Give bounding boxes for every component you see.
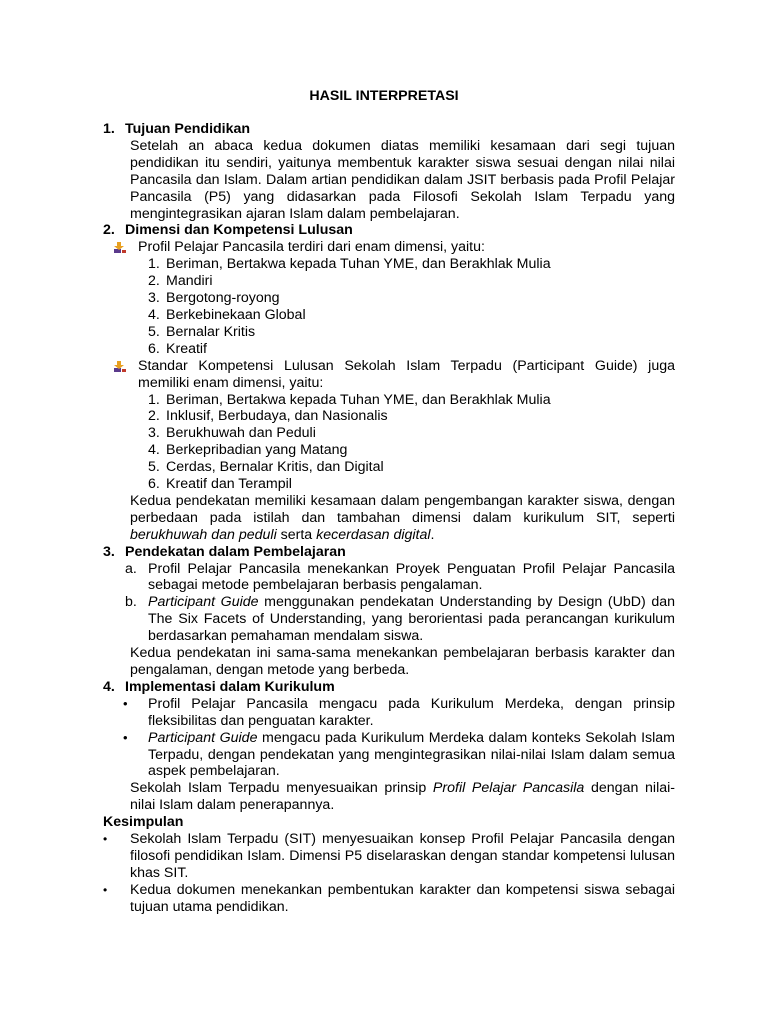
list-item [148,290,675,307]
ppp-dimension-list [148,256,675,357]
list-text: Kreatif dan Terampil [166,476,292,493]
section-number: 4. [103,678,115,695]
section-heading-2 [103,222,675,239]
list-number: 2. [148,408,160,425]
list-text: Inklusif, Berbudaya, dan Nasionalis [166,408,388,425]
list-text: Bergotong-royong [166,290,280,307]
section-4-closing [130,780,675,814]
list-text: Cerdas, Bernalar Kritis, dan Digital [166,459,384,476]
arrow-bullet-icon [114,242,126,254]
closing-text: Sekolah Islam Terpadu menyesuaikan prinsip [130,780,433,797]
closing-text: . [430,526,435,543]
list-text: Berukhuwah dan Peduli [166,425,316,442]
list-item [103,831,675,882]
closing-text: Kedua pendekatan memiliki kesamaan dalam pengembangan karakter siswa, dengan perbedaan pada istilah dan tambahan dimensi dalam kurikulum SIT, seperti [130,492,675,526]
list-item [148,273,675,290]
section-number: 3. [103,543,115,560]
implementation-list [123,696,675,781]
section-number: 1. [103,121,115,137]
list-intro: Profil Pelajar Pancasila terdiri dari enam dimensi, yaitu: [138,239,485,256]
list-emphasis: Participant Guide [148,729,258,746]
section-3-closing: Kedua pendekatan ini sama-sama menekankan pembelajaran berbasis karakter dan pengalaman, dengan metode yang berbeda. [130,645,675,678]
list-item [148,256,675,273]
list-item [125,594,675,645]
page-title: HASIL INTERPRETASI [309,88,459,104]
list-text: Profil Pelajar Pancasila mengacu pada Kurikulum Merdeka, dengan prinsip fleksibilitas dan penguatan karakter. [148,695,675,729]
closing-emphasis: Profil Pelajar Pancasila [432,780,585,797]
list-item [125,561,675,595]
arrow-bullet-icon [114,361,126,373]
list-text: Beriman, Bertakwa kepada Tuhan YME, dan Berakhlak Mulia [166,391,551,408]
closing-text: dengan nilai-nilai Islam dalam penerapannya. [130,780,675,814]
arrow-list-item [103,239,675,256]
list-item [123,696,675,730]
list-text: Mandiri [166,273,213,290]
list-item [148,408,675,425]
list-text: Berkebinekaan Global [166,306,306,323]
list-item [148,341,675,358]
bullet-icon: • [123,729,128,745]
list-text: Sekolah Islam Terpadu (SIT) menyesuaikan konsep Profil Pelajar Pancasila dengan filosofi pendidikan Islam. Dimensi P5 diselaraskan dengan standar kompetensi lulusan khas SIT. [130,831,675,881]
list-item [148,392,675,409]
section-heading-4 [103,679,675,696]
list-letter: a. [125,560,137,577]
list-item [148,459,675,476]
closing-text: serta [276,526,317,543]
list-item [103,882,675,916]
list-text: mengacu pada Kurikulum Merdeka dalam konteks Sekolah Islam Terpadu, dengan pendekatan yang mengintegrasikan nilai-nilai Islam dalam semua aspek pembelajaran. [148,729,675,780]
list-number: 4. [148,442,160,459]
bullet-icon: • [103,832,108,847]
section-title: Pendekatan dalam Pembelajaran [125,543,346,560]
document-body [103,121,675,916]
list-number: 6. [148,340,160,357]
section-number: 2. [103,222,115,239]
list-intro: Standar Kompetensi Lulusan Sekolah Islam Terpadu (Participant Guide) juga memiliki enam dimensi, yaitu: [138,357,675,391]
list-text: Bernalar Kritis [166,323,256,340]
bullet-icon: • [103,882,108,897]
list-number: 2. [148,273,160,290]
list-number: 3. [148,425,160,442]
list-item [123,730,675,781]
section-heading-1 [103,121,675,138]
list-letter: b. [125,594,137,611]
section-title: Implementasi dalam Kurikulum [125,678,335,695]
list-number: 6. [148,476,160,493]
section-heading-3 [103,544,675,561]
arrow-list-item [103,358,675,392]
bullet-icon: • [123,695,128,711]
list-item [148,476,675,493]
section-title: Dimensi dan Kompetensi Lulusan [125,222,353,239]
list-text: Profil Pelajar Pancasila menekankan Proyek Penguatan Profil Pelajar Pancasila sebagai metode pembelajaran berbasis pengalaman. [148,560,675,594]
list-item [148,324,675,341]
list-number: 5. [148,323,160,340]
section-title: Tujuan Pendidikan [125,121,251,137]
list-text: Kreatif [166,340,208,357]
section-1-paragraph: Setelah an abaca kedua dokumen diatas memiliki kesamaan dari segi tujuan pendidikan itu sendiri, yaitunya membentuk karakter siswa sesuai dengan nilai nilai Pancasila dan Islam. Dalam artian pendidikan dalam JSIT berbasis pada Profil Pelajar Pancasila (P5) yang didasarkan pada Filosofi Sekolah Islam Terpadu yang mengintegrasikan ajaran Islam dalam pembelajaran. [130,137,675,222]
approach-list [125,561,675,646]
closing-emphasis: berukhuwah dan peduli [130,526,277,543]
skl-dimension-list [148,392,675,493]
list-item [148,442,675,459]
list-number: 4. [148,306,160,323]
list-number: 1. [148,256,160,273]
list-text: Beriman, Bertakwa kepada Tuhan YME, dan Berakhlak Mulia [166,256,551,273]
list-item [148,307,675,324]
list-emphasis: Participant Guide [148,594,259,611]
list-item [148,425,675,442]
list-text: Kedua dokumen menekankan pembentukan karakter dan kompetensi siswa sebagai tujuan utama pendidikan. [130,881,675,915]
list-number: 5. [148,459,160,476]
conclusion-list [103,831,675,916]
list-text: menggunakan pendekatan Understanding by Design (UbD) dan The Six Facets of Understanding, yang berorientasi pada perancangan kurikulum berdasarkan pemahaman mendalam siswa. [148,594,675,645]
list-number: 3. [148,290,160,307]
list-text: Berkepribadian yang Matang [166,442,348,459]
section-2-closing [130,493,675,544]
conclusion-heading: Kesimpulan [103,814,184,831]
closing-emphasis: kecerdasan digital [316,526,431,543]
list-number: 1. [148,391,160,408]
